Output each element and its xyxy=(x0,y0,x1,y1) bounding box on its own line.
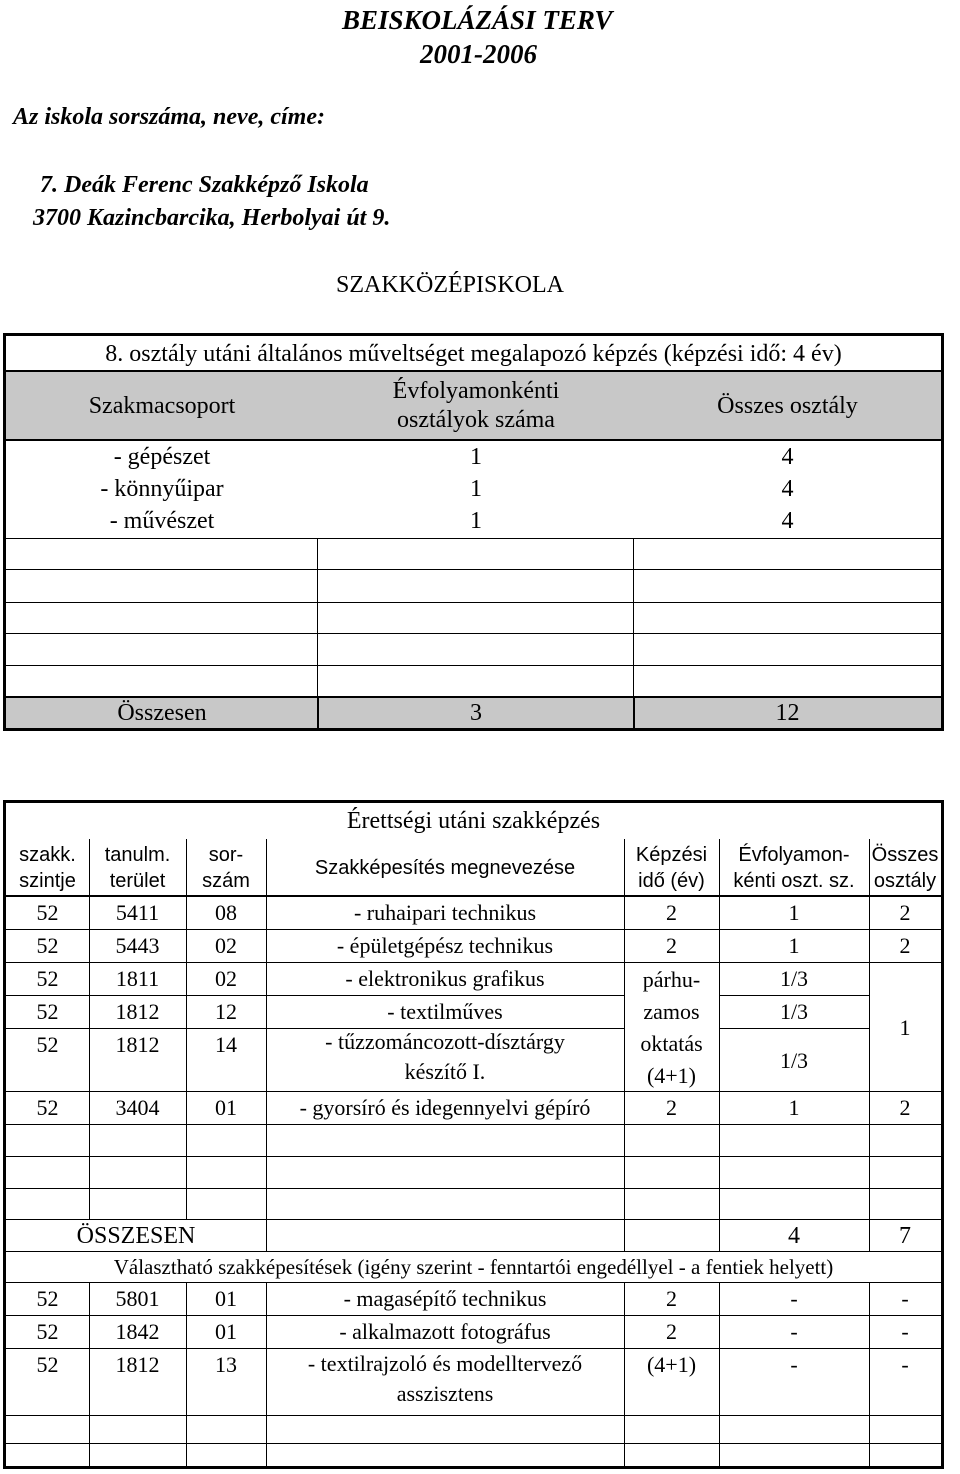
row-per-year: - xyxy=(790,1286,798,1311)
table1-row-per-year: 1 xyxy=(470,443,482,470)
table1-header-total: Összes osztály xyxy=(717,392,858,419)
header-level: szakk. szintje xyxy=(19,844,76,892)
row-duration: 2 xyxy=(666,1286,677,1311)
table2-caption: Érettségi utáni szakképzés xyxy=(346,808,601,834)
school-name: 7. Deák Ferenc Szakképző Iskola xyxy=(40,172,369,198)
table1-total-all: 12 xyxy=(775,699,800,726)
school-type: SZAKKÖZÉPISKOLA xyxy=(336,272,564,298)
row-area: 1842 xyxy=(115,1319,160,1344)
row-name: - textilműves xyxy=(387,999,503,1024)
post-graduation-training-table xyxy=(3,800,944,1469)
row-total: - xyxy=(901,1286,909,1311)
row-level: 52 xyxy=(36,1286,59,1311)
header-seq: sor- szám xyxy=(202,844,250,892)
row-area: 5411 xyxy=(115,900,160,925)
row-level: 52 xyxy=(36,999,59,1024)
row-seq: 13 xyxy=(215,1352,237,1377)
row-total: 2 xyxy=(899,933,911,958)
row-level: 52 xyxy=(36,900,59,925)
row-name: - alkalmazott fotográfus xyxy=(339,1319,551,1344)
row-per-year: - xyxy=(790,1319,798,1344)
school-address: 3700 Kazincbarcika, Herbolyai út 9. xyxy=(33,205,391,231)
row-seq: 02 xyxy=(215,933,237,958)
school-label: Az iskola sorszáma, neve, címe: xyxy=(13,104,325,130)
row-name: - gyorsíró és idegennyelvi gépíró xyxy=(299,1095,591,1120)
row-total: - xyxy=(901,1319,909,1344)
document-title: BEISKOLÁZÁSI TERV xyxy=(342,5,613,35)
row-area: 5801 xyxy=(115,1286,160,1311)
row-duration: 2 xyxy=(666,1319,677,1344)
row-name: - épületgépész technikus xyxy=(336,933,554,958)
header-per-year: Évfolyamon- kénti oszt. sz. xyxy=(733,844,855,892)
row-seq: 01 xyxy=(215,1095,237,1120)
row-name: - magasépítő technikus xyxy=(343,1286,547,1311)
row-seq: 02 xyxy=(215,966,237,991)
header-name: Szakképesítés megnevezése xyxy=(314,857,576,879)
table1-row-per-year: 1 xyxy=(470,475,482,502)
row-seq: 01 xyxy=(215,1319,237,1344)
general-education-table xyxy=(3,333,944,731)
row-level: 52 xyxy=(36,1032,59,1057)
row-per-year: 1 xyxy=(788,900,800,925)
row-seq: 14 xyxy=(215,1032,237,1057)
row-seq: 08 xyxy=(215,900,237,925)
table1-row-label: - művészet xyxy=(109,507,215,534)
row-level: 52 xyxy=(36,1095,59,1120)
header-area: tanulm. terület xyxy=(104,844,171,892)
table1-row-total: 4 xyxy=(781,443,794,470)
table1-total-per-year: 3 xyxy=(470,699,482,726)
row-duration: 2 xyxy=(666,1095,677,1120)
row-duration: 2 xyxy=(666,900,677,925)
parallel-training-cell: párhu- zamos oktatás (4+1) xyxy=(640,967,703,1088)
row-duration: 2 xyxy=(666,933,677,958)
row-name: - textilrajzoló és modelltervező asszisztens xyxy=(307,1351,583,1406)
table2-total-per-year: 4 xyxy=(788,1223,800,1249)
table2-total-all: 7 xyxy=(899,1223,911,1249)
row-name: - ruhaipari technikus xyxy=(353,900,537,925)
row-total: 2 xyxy=(899,1095,911,1120)
table1-row-total: 4 xyxy=(781,507,794,534)
merged-total-cell: 1 xyxy=(899,1015,911,1040)
row-area: 1811 xyxy=(115,966,160,991)
row-total: 2 xyxy=(899,900,911,925)
document-period: 2001-2006 xyxy=(420,39,537,69)
table1-header-group: Szakmacsoport xyxy=(88,392,236,419)
optional-caption: Választható szakképesítések (igény szerint - fenntartói engedéllyel - a fentiek helyett) xyxy=(113,1255,834,1279)
row-seq: 12 xyxy=(215,999,237,1024)
row-total: - xyxy=(901,1352,909,1377)
row-per-year: - xyxy=(790,1352,798,1377)
row-name: - tűzzománcozott-dísztárgy készítő I. xyxy=(325,1029,565,1084)
row-seq: 01 xyxy=(215,1286,237,1311)
row-level: 52 xyxy=(36,966,59,991)
row-per-year: 1 xyxy=(788,933,800,958)
header-total: Összes osztály xyxy=(871,844,939,892)
table1-row-label: - könnyűipar xyxy=(100,475,224,502)
table1-total-label: Összesen xyxy=(117,699,207,726)
row-per-year: 1/3 xyxy=(779,1048,809,1073)
row-per-year: 1/3 xyxy=(779,966,809,991)
row-per-year: 1 xyxy=(788,1095,800,1120)
row-area: 1812 xyxy=(115,999,160,1024)
header-duration: Képzési idő (év) xyxy=(635,844,708,892)
row-area: 1812 xyxy=(115,1352,160,1377)
row-level: 52 xyxy=(36,1352,59,1377)
row-level: 52 xyxy=(36,933,59,958)
table1-row-per-year: 1 xyxy=(470,507,482,534)
row-per-year: 1/3 xyxy=(779,999,809,1024)
row-area: 5443 xyxy=(115,933,160,958)
table1-caption: 8. osztály utáni általános műveltséget megalapozó képzés (képzési idő: 4 év) xyxy=(105,340,842,367)
table1-row-label: - gépészet xyxy=(113,443,211,470)
row-name: - elektronikus grafikus xyxy=(345,966,545,991)
table1-header-per-year: Évfolyamonkénti osztályok száma xyxy=(392,378,560,433)
table1-row-total: 4 xyxy=(781,475,794,502)
table2-total-label: ÖSSZESEN xyxy=(76,1223,196,1249)
row-duration: (4+1) xyxy=(646,1352,697,1377)
row-area: 1812 xyxy=(115,1032,160,1057)
row-area: 3404 xyxy=(115,1095,160,1120)
row-level: 52 xyxy=(36,1319,59,1344)
